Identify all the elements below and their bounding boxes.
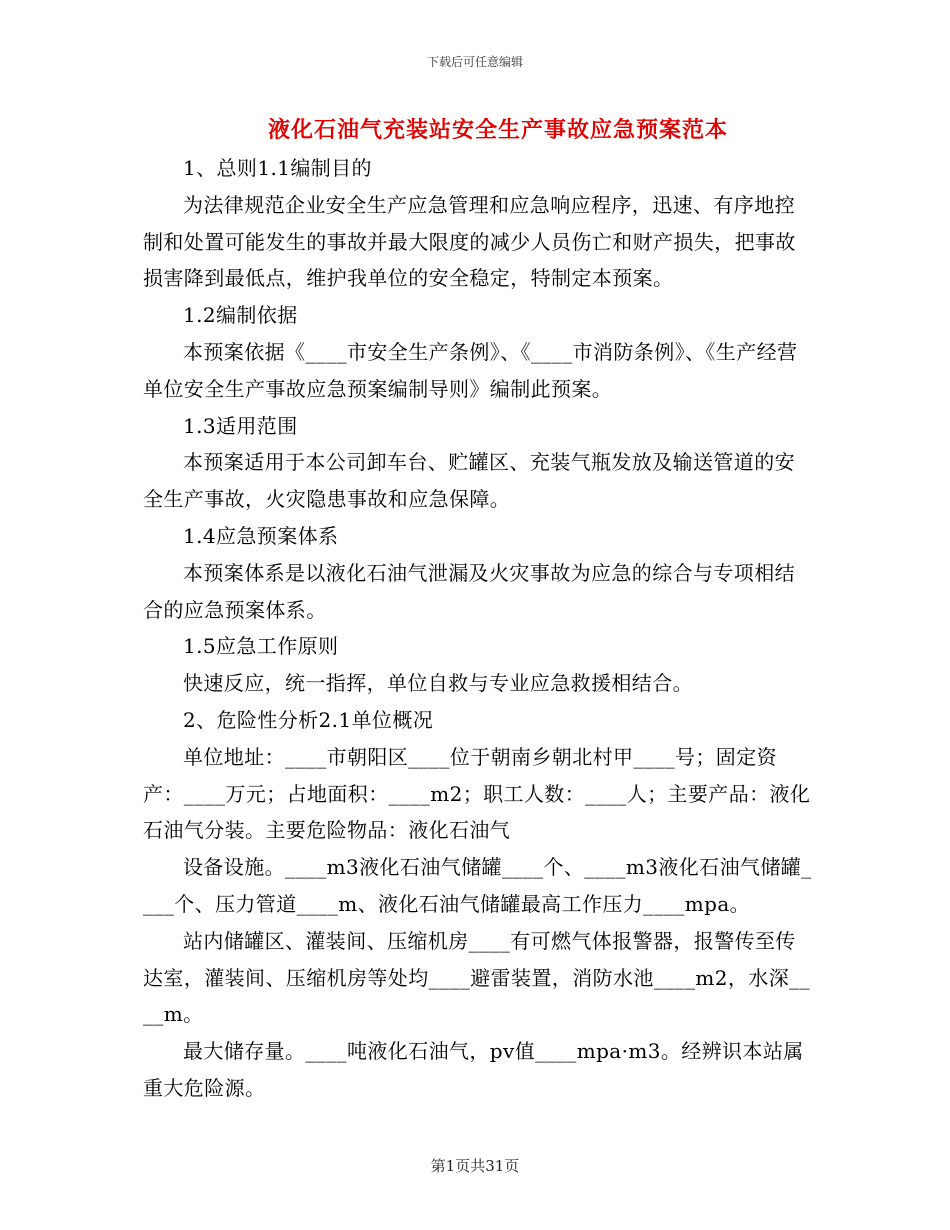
section-heading-1-2: 1.2编制依据: [183, 303, 298, 328]
section-heading-1-3: 1.3适用范围: [183, 413, 298, 438]
paragraph-storage: 最大储存量。____吨液化石油气，pv值____mpa·m3。经辨识本站属重大危险源。: [143, 1039, 804, 1100]
section-heading-2: 2、危险性分析2.1单位概况: [183, 707, 434, 732]
paragraph-alarm: 站内储罐区、灌装间、压缩机房____有可燃气体报警器，报警传至传达室，灌装间、压缩机房等处均____避雷装置，消防水池____m2，水深____m。: [143, 928, 810, 1027]
paragraph-basis: 本预案依据《____市安全生产条例》、《____市消防条例》、《生产经营单位安全生产事故应急预案编制导则》编制此预案。: [143, 339, 798, 401]
section-heading-1-4: 1.4应急预案体系: [183, 523, 339, 548]
section-heading-1-5: 1.5应急工作原则: [183, 634, 339, 659]
document-title: 液化石油气充装站安全生产事故应急预案范本: [267, 117, 728, 143]
paragraph-unit-overview: 单位地址：____市朝阳区____位于朝南乡朝北村甲____号；固定资产：____万元；占地面积：____m2；职工人数：____人；主要产品：液化石油气分装。主要危险物品：液化石油气: [143, 744, 811, 843]
page-header-note: 下载后可任意编辑: [426, 55, 523, 69]
paragraph-purpose: 为法律规范企业安全生产应急管理和应急响应程序，迅速、有序地控制和处置可能发生的事故并最大限度的减少人员伤亡和财产损失，把事故损害降到最低点，维护我单位的安全稳定，特制定本预案。: [143, 192, 796, 291]
paragraph-scope: 本预案适用于本公司卸车台、贮罐区、充装气瓶发放及输送管道的安全生产事故，火灾隐患事故和应急保障。: [143, 450, 795, 512]
document-body: [143, 150, 813, 1107]
paragraph-principle: 快速反应，统一指挥，单位自救与专业应急救援相结合。: [183, 671, 693, 696]
page-number: 第1页共31页: [430, 1157, 520, 1175]
paragraph-system: 本预案体系是以液化石油气泄漏及火灾事故为应急的综合与专项相结合的应急预案体系。: [143, 560, 795, 622]
section-heading-1: 1、总则1.1编制目的: [183, 156, 372, 180]
paragraph-equipment: 设备设施。____m3液化石油气储罐____个、____m3液化石油气储罐____个、压力管道____m、液化石油气储罐最高工作压力____mpa。: [143, 855, 812, 916]
